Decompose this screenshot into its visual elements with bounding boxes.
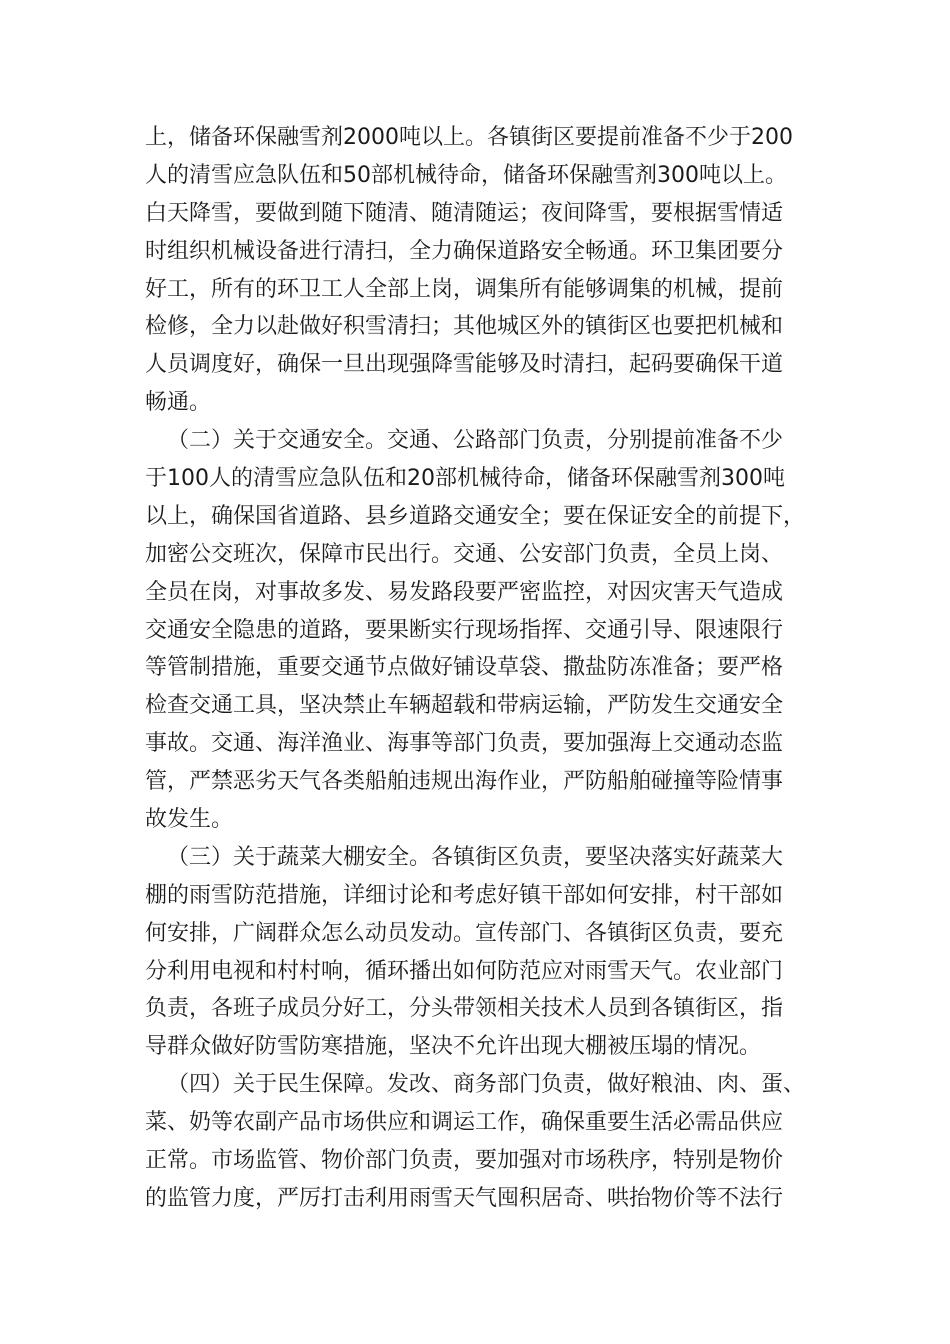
section-heading-line: （三）关于蔬菜大棚安全。各镇街区负责，要坚决落实好蔬菜大 bbox=[167, 844, 784, 870]
text-line: 人员调度好，确保一旦出现强降雪能够及时清扫，起码要确保干道 bbox=[145, 352, 784, 378]
text-line: 全员在岗，对事故多发、易发路段要严密监控，对因灾害天气造成 bbox=[145, 579, 784, 605]
text-line: 正常。市场监管、物价部门负责，要加强对市场秩序，特别是物价 bbox=[145, 1148, 784, 1174]
section-heading-line: （四）关于民生保障。发改、商务部门负责，做好粮油、肉、蛋、 bbox=[167, 1072, 806, 1098]
text-line: 加密公交班次，保障市民出行。交通、公安部门负责，全员上岗、 bbox=[145, 541, 784, 567]
text-line: 故发生。 bbox=[145, 807, 234, 833]
text-line: 事故。交通、海洋渔业、海事等部门负责，要加强海上交通动态监 bbox=[145, 731, 784, 757]
text-line: 分利用电视和村村响，循环播出如何防范应对雨雪天气。农业部门 bbox=[145, 958, 784, 984]
text-line: 检修，全力以赴做好积雪清扫；其他城区外的镇街区也要把机械和 bbox=[145, 314, 784, 340]
text-line: 负责，各班子成员分好工，分头带领相关技术人员到各镇街区，指 bbox=[145, 996, 784, 1022]
text-line: 好工，所有的环卫工人全部上岗，调集所有能够调集的机械，提前 bbox=[145, 276, 784, 302]
text-line: 人的清雪应急队伍和50部机械待命，储备环保融雪剂300吨以上。 bbox=[145, 162, 787, 188]
text-line: 畅通。 bbox=[145, 390, 212, 416]
text-line: 以上，确保国省道路、县乡道路交通安全；要在保证安全的前提下， bbox=[145, 503, 806, 529]
section-heading-line: （二）关于交通安全。交通、公路部门负责，分别提前准备不少 bbox=[167, 428, 784, 454]
text-line: 的监管力度，严厉打击利用雨雪天气囤积居奇、哄抬物价等不法行 bbox=[145, 1185, 784, 1211]
document-body bbox=[145, 119, 805, 1218]
text-line: 交通安全隐患的道路，要果断实行现场指挥、交通引导、限速限行 bbox=[145, 617, 784, 643]
text-line: 检查交通工具，坚决禁止车辆超载和带病运输，严防发生交通安全 bbox=[145, 693, 784, 719]
text-line: 导群众做好防雪防寒措施，坚决不允许出现大棚被压塌的情况。 bbox=[145, 1034, 762, 1060]
text-line: 棚的雨雪防范措施，详细讨论和考虑好镇干部如何安排，村干部如 bbox=[145, 882, 784, 908]
text-line: 时组织机械设备进行清扫，全力确保道路安全畅通。环卫集团要分 bbox=[145, 238, 784, 264]
text-line: 何安排，广阔群众怎么动员发动。宣传部门、各镇街区负责，要充 bbox=[145, 920, 784, 946]
text-line: 管，严禁恶劣天气各类船舶违规出海作业，严防船舶碰撞等险情事 bbox=[145, 769, 784, 795]
text-line: 菜、奶等农副产品市场供应和调运工作，确保重要生活必需品供应 bbox=[145, 1110, 784, 1136]
text-line: 等管制措施，重要交通节点做好铺设草袋、撒盐防冻准备；要严格 bbox=[145, 655, 784, 681]
text-line: 于100人的清雪应急队伍和20部机械待命，储备环保融雪剂300吨 bbox=[145, 466, 785, 492]
text-line: 上，储备环保融雪剂2000吨以上。各镇街区要提前准备不少于200 bbox=[145, 125, 793, 150]
text-line: 白天降雪，要做到随下随清、随清随运；夜间降雪，要根据雪情适 bbox=[145, 200, 784, 226]
